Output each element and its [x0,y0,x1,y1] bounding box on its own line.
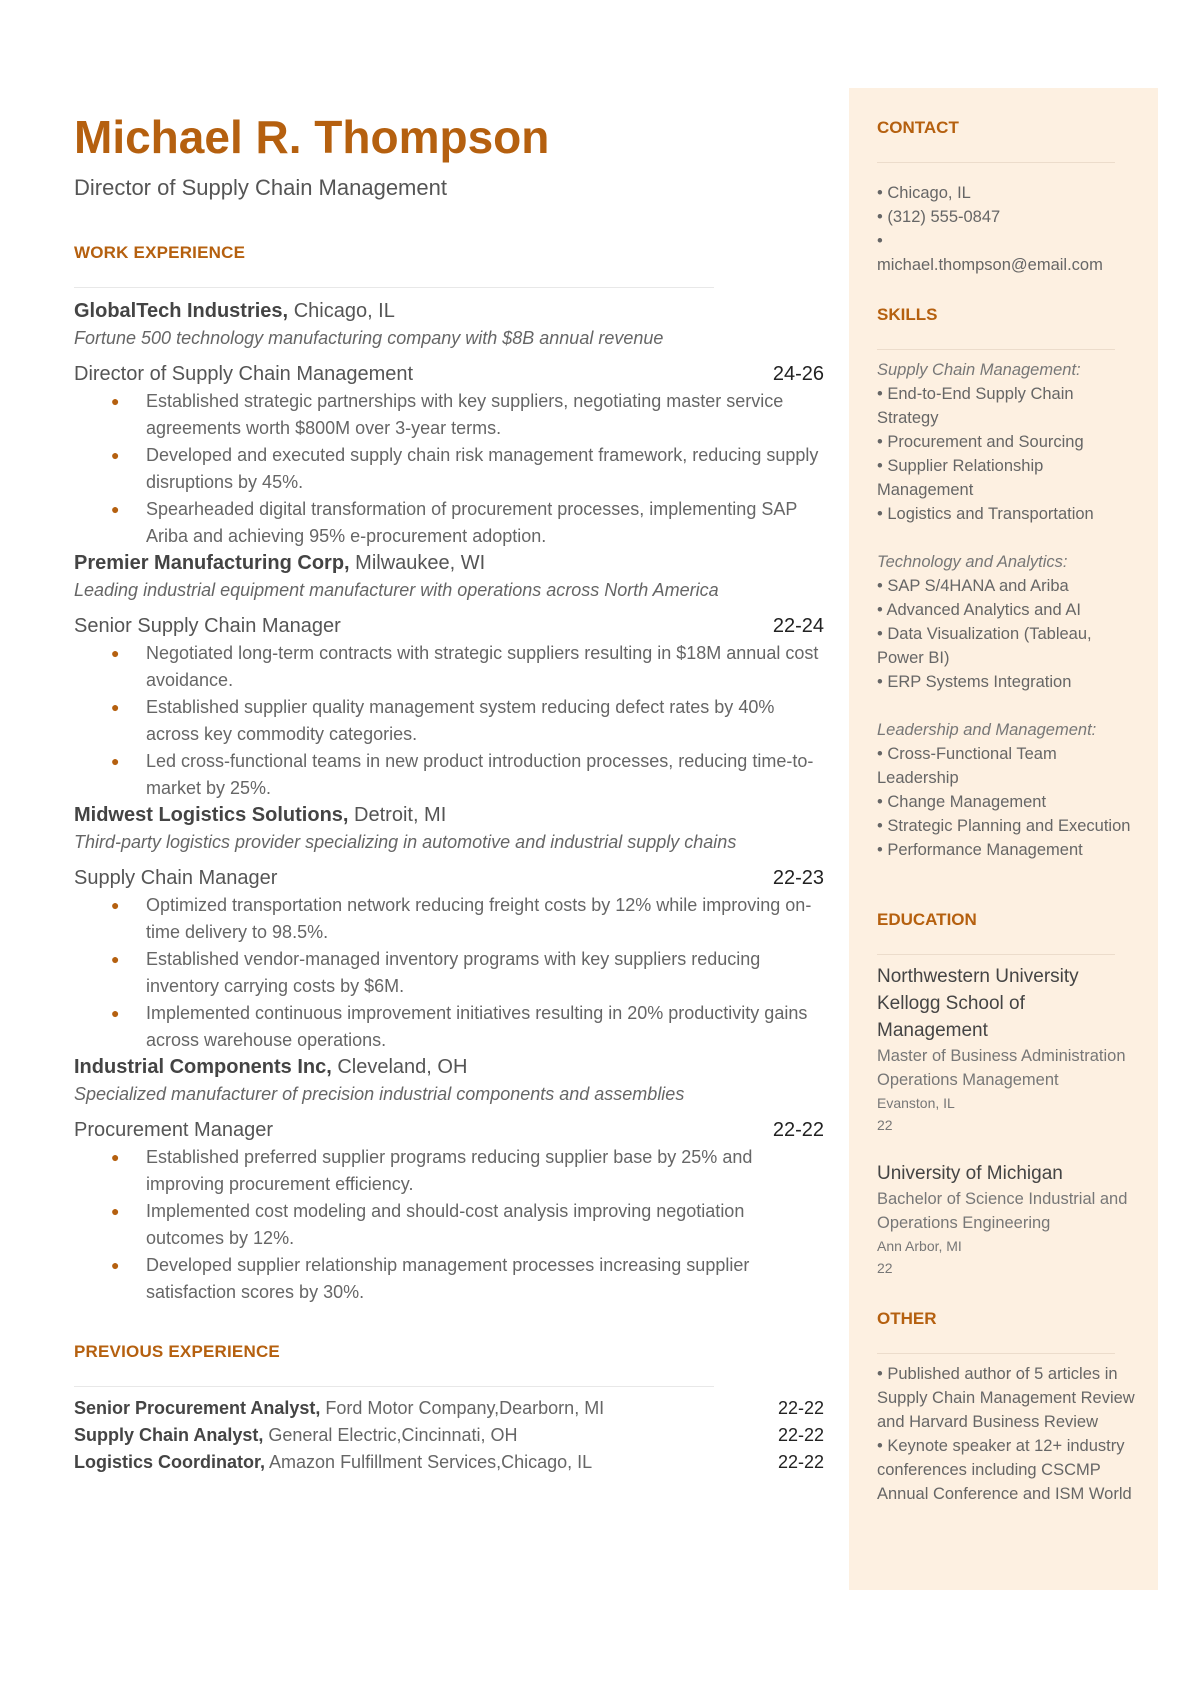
achievement-list [74,640,824,802]
company-description: Specialized manufacturer of precision industrial components and assemblies [74,1084,685,1105]
skill-item: • Advanced Analytics and AI [877,601,1081,619]
company-name: Industrial Components Inc, [74,1056,332,1079]
company-location: Chicago, IL [293,300,395,323]
contact-location: • Chicago, IL [877,184,971,202]
achievement-item: ● Spearheaded digital transformation of procurement processes, implementing SAP Ariba and achieving 95% e-procurement adoption. [74,496,824,550]
other-item: • Keynote speaker at 12+ industry conferences including CSCMP Annual Conference and ISM World [877,1437,1132,1503]
previous-role-title: Logistics Coordinator, [74,1452,266,1473]
achievement-item: ● Implemented continuous improvement initiatives resulting in 20% productivity gains across warehouse operations. [74,1000,824,1054]
previous-role-title: Supply Chain Analyst, [74,1425,264,1446]
divider [877,1353,1115,1354]
company-line [74,298,824,325]
role-title: Director of Supply Chain Management [74,363,414,386]
achievement-item: ● Established preferred supplier programs reducing supplier base by 25% and improving procurement efficiency. [74,1144,824,1198]
contact-list [877,181,1139,277]
sidebar [849,88,1158,1590]
skill-item: • Strategic Planning and Execution [877,817,1131,835]
divider [877,954,1115,955]
company-location: Cleveland, OH [337,1056,468,1079]
skills-heading: SKILLS [877,305,938,324]
skill-category: Supply Chain Management: [877,361,1081,379]
achievement-item: ● Developed and executed supply chain risk management framework, reducing supply disruptions by 45%. [74,442,824,496]
company-name: Midwest Logistics Solutions, [74,804,349,827]
company-line [74,550,824,577]
skill-item: • ERP Systems Integration [877,673,1072,691]
role-row [74,1117,824,1144]
role-title: Supply Chain Manager [74,867,278,890]
candidate-name: Michael R. Thompson [74,111,550,163]
education-degree: Bachelor of Science Industrial and Operations Engineering [877,1190,1128,1232]
role-row [74,613,824,640]
previous-role-dates: 22-22 [777,1452,824,1473]
divider [74,287,714,288]
education-year: 22 [877,1260,893,1276]
role-row [74,361,824,388]
achievement-list [74,1144,824,1306]
company-line [74,1054,824,1081]
role-dates: 22-24 [772,615,824,638]
skill-item: • Change Management [877,793,1047,811]
role-dates: 22-23 [772,867,824,890]
previous-role-detail: Ford Motor Company,Dearborn, MI [325,1398,605,1419]
education-entry [877,1160,1139,1279]
previous-role-dates: 22-22 [777,1425,824,1446]
education-heading: EDUCATION [877,910,977,929]
role-dates: 22-22 [772,1119,824,1142]
company-location: Detroit, MI [354,804,447,827]
previous-role-row [74,1395,824,1422]
sidebar-content [877,118,1139,1506]
divider [74,1386,714,1387]
divider [877,162,1115,163]
candidate-title: Director of Supply Chain Management [74,175,447,201]
achievement-item: ● Established strategic partnerships with key suppliers, negotiating master service agreements worth $800M over 3-year terms. [74,388,824,442]
achievement-list [74,388,824,550]
achievement-item: ● Established vendor-managed inventory programs with key suppliers reducing inventory carrying costs by $6M. [74,946,824,1000]
skill-category: Leadership and Management: [877,721,1097,739]
achievement-item: ● Negotiated long-term contracts with strategic suppliers resulting in $18M annual cost avoidance. [74,640,824,694]
achievement-item: ● Established supplier quality management system reducing defect rates by 40% across key commodity categories. [74,694,824,748]
skills-group [877,358,1139,526]
skill-item: • Logistics and Transportation [877,505,1094,523]
achievement-item: ● Implemented cost modeling and should-cost analysis improving negotiation outcomes by 12%. [74,1198,824,1252]
company-location: Milwaukee, WI [355,552,486,575]
education-entry [877,963,1139,1136]
skill-item: • Cross-Functional Team Leadership [877,745,1057,787]
achievement-list [74,892,824,1054]
previous-role-detail: Amazon Fulfillment Services,Chicago, IL [269,1452,593,1473]
divider [877,349,1115,350]
previous-experience-heading: PREVIOUS EXPERIENCE [74,1342,280,1362]
role-row [74,865,824,892]
company-line [74,802,824,829]
role-title: Senior Supply Chain Manager [74,615,341,638]
skill-item: • Supplier Relationship Management [877,457,1044,499]
role-title: Procurement Manager [74,1119,273,1142]
education-degree: Master of Business Administration Operations Management [877,1047,1126,1089]
skills-group [877,718,1139,862]
previous-experience-list [74,1395,824,1476]
education-year: 22 [877,1117,893,1133]
education-school: University of Michigan [877,1163,1063,1184]
achievement-item: ● Optimized transportation network reducing freight costs by 12% while improving on-time delivery to 98.5%. [74,892,824,946]
skill-category: Technology and Analytics: [877,553,1068,571]
previous-role-title: Senior Procurement Analyst, [74,1398,321,1419]
contact-heading: CONTACT [877,118,959,137]
previous-role-detail: General Electric,Cincinnati, OH [268,1425,518,1446]
skill-item: • Procurement and Sourcing [877,433,1084,451]
education-school: Northwestern University Kellogg School of Management [877,966,1079,1041]
company-name: Premier Manufacturing Corp, [74,552,350,575]
achievement-item: ● Led cross-functional teams in new product introduction processes, reducing time-to-market by 25%. [74,748,824,802]
role-dates: 24-26 [772,363,824,386]
contact-email-bullet: • [877,232,883,250]
company-name: GlobalTech Industries, [74,300,289,323]
previous-role-dates: 22-22 [777,1398,824,1419]
skill-item: • SAP S/4HANA and Ariba [877,577,1069,595]
previous-role-row [74,1422,824,1449]
contact-phone: • (312) 555-0847 [877,208,1001,226]
skill-item: • Data Visualization (Tableau, Power BI) [877,625,1092,667]
other-list [877,1362,1139,1506]
work-experience-heading: WORK EXPERIENCE [74,243,246,263]
contact-email[interactable]: michael.thompson@email.com [877,256,1103,274]
other-item: • Published author of 5 articles in Supply Chain Management Review and Harvard Business Review [877,1365,1135,1431]
company-description: Leading industrial equipment manufacturer with operations across North America [74,580,719,601]
education-location: Evanston, IL [877,1095,955,1111]
other-heading: OTHER [877,1309,937,1328]
skill-item: • Performance Management [877,841,1083,859]
main-column [74,110,824,1476]
skills-group [877,550,1139,694]
education-location: Ann Arbor, MI [877,1238,962,1254]
achievement-item: ● Developed supplier relationship management processes increasing supplier satisfaction scores by 30%. [74,1252,824,1306]
company-description: Third-party logistics provider specializing in automotive and industrial supply chains [74,832,737,853]
previous-role-row [74,1449,824,1476]
company-description: Fortune 500 technology manufacturing company with $8B annual revenue [74,328,664,349]
skill-item: • End-to-End Supply Chain Strategy [877,385,1074,427]
